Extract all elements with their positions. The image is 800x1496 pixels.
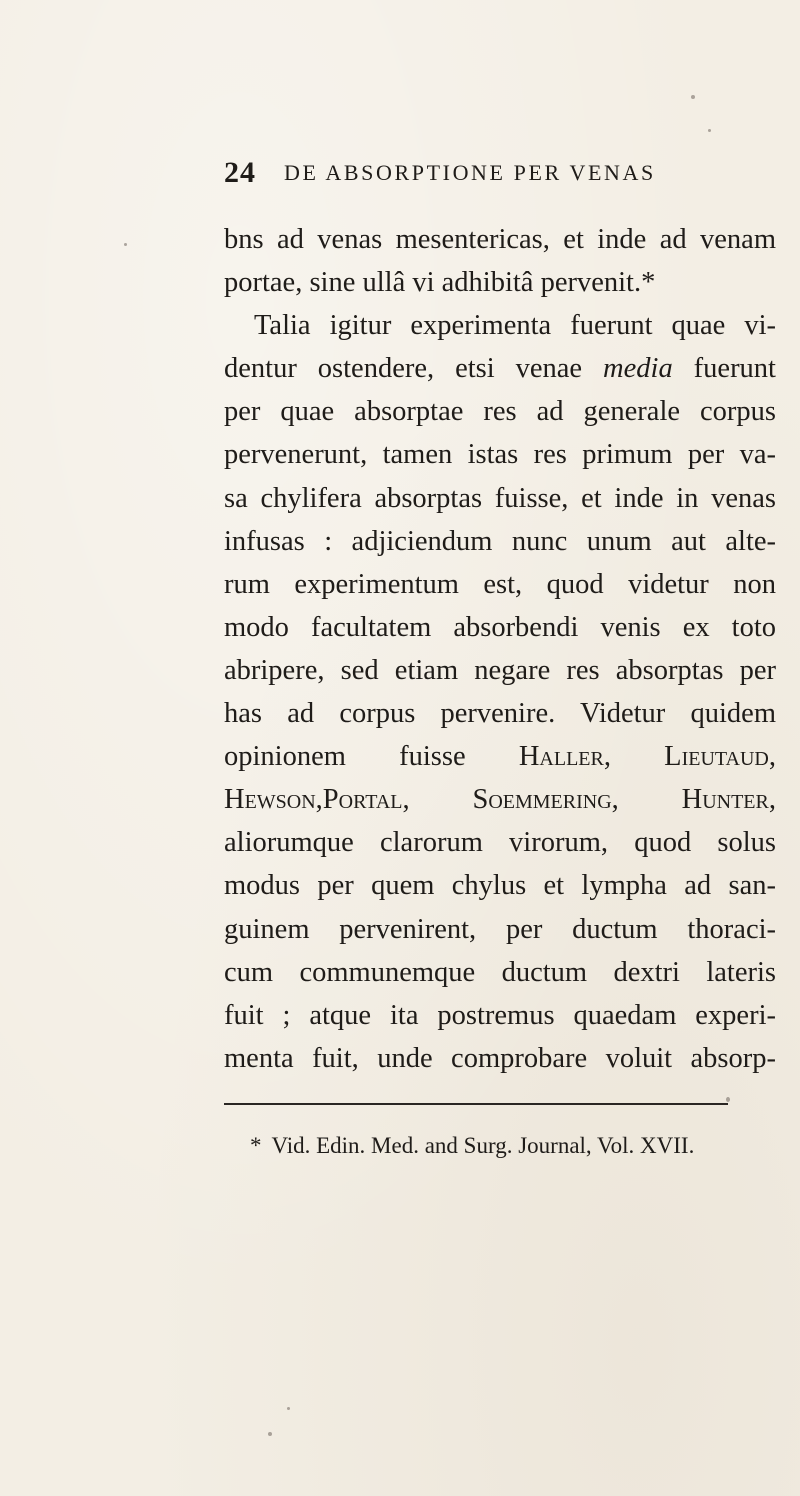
paper-speck <box>124 243 127 246</box>
text-line <box>224 347 776 390</box>
author-names: Hewson,Portal, Soemmering, Hunter, <box>224 784 776 816</box>
page-number: 24 <box>224 156 256 189</box>
text-line: rum experimentum est, quod videtur non <box>224 568 776 600</box>
running-title: DE ABSORPTIONE PER VENAS <box>284 160 656 185</box>
text-line: modo facultatem absorbendi venis ex toto <box>224 611 776 643</box>
text-line: has ad corpus pervenire. Videtur quidem <box>224 698 776 730</box>
paper-speck <box>268 1432 272 1436</box>
text-line: modus per quem chylus et lympha ad san- <box>224 870 776 902</box>
footnote <box>250 1134 694 1157</box>
text-line: per quae absorptae res ad generale corpus <box>224 396 776 428</box>
text-line: fuit ; atque ita postremus quaedam experi- <box>224 999 776 1031</box>
footnote-text: Vid. Edin. Med. and Surg. Journal, Vol. XVII. <box>271 1133 695 1158</box>
footnote-mark: * <box>250 1133 262 1158</box>
text-line: portae, sine ullâ vi adhibitâ pervenit.* <box>224 267 656 299</box>
text-line: cum communemque ductum dextri lateris <box>224 956 776 988</box>
page-header <box>224 158 774 198</box>
paper-speck <box>708 129 711 132</box>
text-line: abripere, sed etiam negare res absorptas per <box>224 654 776 686</box>
text-line: infusas : adjiciendum nunc unum aut alte- <box>224 525 776 557</box>
text-line: menta fuit, unde comprobare voluit absorp- <box>224 1042 776 1074</box>
text-span: fuerunt <box>672 353 776 385</box>
paper-speck <box>726 1097 730 1102</box>
text-line: guinem pervenirent, per ductum thoraci- <box>224 913 776 945</box>
text-line: sa chylifera absorptas fuisse, et inde in venas <box>224 482 776 514</box>
body-text <box>224 218 776 1080</box>
italic-word: media <box>603 353 673 385</box>
text-span: dentur ostendere, etsi venae <box>224 353 604 385</box>
text-line: aliorumque clarorum virorum, quod solus <box>224 827 776 859</box>
text-line <box>224 735 776 778</box>
text-span: opinionem fuisse <box>224 741 519 773</box>
text-line: pervenerunt, tamen istas res primum per va- <box>224 439 776 471</box>
text-line: bns ad venas mesentericas, et inde ad venam <box>224 224 776 255</box>
author-names: Haller, Lieutaud, <box>518 741 776 773</box>
footnote-rule <box>224 1103 728 1105</box>
paper-speck <box>691 95 695 99</box>
text-line: Talia igitur experimenta fuerunt quae vi- <box>254 310 776 342</box>
paper-speck <box>287 1407 290 1410</box>
